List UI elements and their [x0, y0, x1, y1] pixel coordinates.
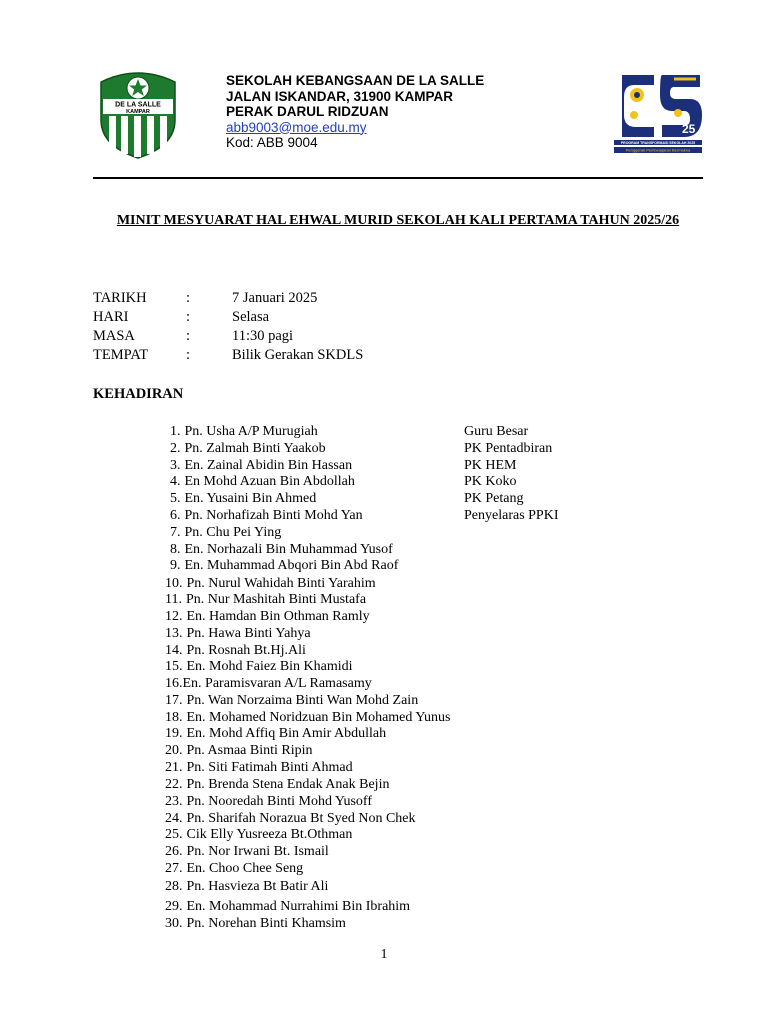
attendee-row — [165, 777, 389, 793]
attendee-number: 7. — [170, 525, 181, 540]
address-line-2: PERAK DARUL RIDZUAN — [226, 104, 389, 119]
attendee-name: Pn. Sharifah Norazua Bt Syed Non Chek — [186, 811, 416, 826]
attendee-name: Pn. Hasvieza Bt Batir Ali — [186, 879, 329, 894]
attendee-number: 9. — [170, 558, 181, 573]
attendee-number: 18. — [165, 710, 183, 725]
attendee-name: Pn. Chu Pei Ying — [184, 525, 282, 540]
attendee-role: PK Petang — [464, 491, 524, 506]
attendee-row — [170, 458, 352, 474]
attendee-name: En. Hamdan Bin Othman Ramly — [186, 609, 370, 624]
meta-separator: : — [186, 290, 191, 306]
attendee-name: Pn. Nor Irwani Bt. Ismail — [186, 844, 329, 859]
attendee-row — [165, 861, 303, 877]
meta-value: Bilik Gerakan SKDLS — [232, 347, 364, 363]
meta-separator: : — [186, 347, 191, 363]
attendee-row — [170, 491, 316, 507]
attendee-number: 26. — [165, 844, 183, 859]
attendee-row — [165, 592, 366, 608]
attendee-number: 17. — [165, 693, 183, 708]
attendee-row — [170, 508, 363, 524]
attendee-number: 5. — [170, 491, 181, 506]
attendee-row — [170, 542, 393, 558]
attendee-row — [165, 794, 372, 810]
attendee-name: Pn. Usha A/P Murugiah — [184, 424, 318, 439]
attendee-number: 21. — [165, 760, 183, 775]
attendee-name: Pn. Nur Mashitah Binti Mustafa — [185, 592, 367, 607]
attendee-number: 19. — [165, 726, 183, 741]
attendee-number: 28. — [165, 879, 183, 894]
attendee-number: 30. — [165, 916, 183, 931]
attendee-row — [170, 424, 318, 440]
attendee-row — [170, 441, 326, 457]
address-line-1: JALAN ISKANDAR, 31900 KAMPAR — [226, 88, 454, 104]
attendee-number: 25. — [165, 827, 183, 842]
attendee-row — [165, 626, 311, 642]
attendee-name: Pn. Brenda Stena Endak Anak Bejin — [186, 777, 390, 792]
attendee-name: En. Mohd Faiez Bin Khamidi — [186, 659, 353, 674]
attendee-number: 29. — [165, 899, 183, 914]
attendee-row — [165, 811, 416, 827]
attendee-name: En. Paramisvaran A/L Ramasamy — [182, 676, 372, 691]
meta-label: MASA — [93, 328, 135, 344]
attendee-name: Pn. Rosnah Bt.Hj.Ali — [186, 643, 306, 658]
school-code: Kod: ABB 9004 — [226, 135, 318, 150]
attendee-name: En. Muhammad Abqori Bin Abd Raof — [184, 558, 399, 573]
attendee-number: 27. — [165, 861, 183, 876]
attendee-row — [165, 879, 328, 895]
attendee-number: 11. — [165, 592, 182, 607]
attendee-row — [165, 643, 306, 659]
attendee-name: Cik Elly Yusreeza Bt.Othman — [186, 827, 353, 842]
attendee-name: En. Mohamed Noridzuan Bin Mohamed Yunus — [186, 710, 451, 725]
attendee-role: Penyelaras PPKI — [464, 508, 559, 523]
attendee-name: Pn. Nurul Wahidah Binti Yarahim — [186, 576, 376, 591]
attendee-row — [165, 827, 352, 843]
attendee-name: En. Choo Chee Seng — [186, 861, 304, 876]
attendee-row — [165, 844, 329, 860]
attendee-row — [165, 743, 313, 759]
attendee-role: Guru Besar — [464, 424, 529, 439]
attendee-number: 23. — [165, 794, 183, 809]
meta-value: Selasa — [232, 309, 270, 325]
attendee-row — [165, 760, 353, 776]
attendee-role: PK HEM — [464, 458, 517, 473]
attendee-row — [170, 474, 355, 490]
attendee-number: 16. — [165, 676, 183, 691]
attendee-number: 8. — [170, 542, 181, 557]
attendee-row — [165, 609, 370, 625]
attendee-number: 15. — [165, 659, 183, 674]
attendee-name: En Mohd Azuan Bin Abdollah — [184, 474, 355, 489]
meta-value: 7 Januari 2025 — [232, 290, 318, 306]
attendee-row — [165, 576, 376, 592]
attendee-name: Pn. Norhafizah Binti Mohd Yan — [184, 508, 363, 523]
attendee-number: 12. — [165, 609, 183, 624]
attendee-row — [165, 693, 418, 709]
attendee-role: PK Koko — [464, 474, 517, 489]
crest-text-bottom: KAMPAR — [126, 109, 150, 115]
attendee-number: 20. — [165, 743, 183, 758]
logo-caption-1: PROGRAM TRANSFORMASI SEKOLAH 2025 — [620, 141, 696, 145]
meta-label: TARIKH — [93, 290, 147, 306]
logo-number: 25 — [682, 122, 696, 136]
attendee-name: Pn. Asmaa Binti Ripin — [186, 743, 313, 758]
school-name: SEKOLAH KEBANGSAAN DE LA SALLE — [226, 73, 485, 88]
attendee-name: En. Mohd Affiq Bin Amir Abdullah — [186, 726, 387, 741]
attendee-name: Pn. Norehan Binti Khamsim — [186, 916, 346, 931]
document-title: MINIT MESYUARAT HAL EHWAL MURID SEKOLAH KALI PERTAMA TAHUN 2025/26 — [116, 213, 680, 228]
attendee-number: 24. — [165, 811, 183, 826]
attendee-number: 13. — [165, 626, 183, 641]
attendee-number: 3. — [170, 458, 181, 473]
attendee-row — [165, 710, 450, 726]
crest-text-top: DE LA SALLE — [115, 101, 161, 109]
attendee-row — [165, 916, 346, 932]
attendee-number: 22. — [165, 777, 183, 792]
attendee-row — [170, 525, 281, 541]
meta-separator: : — [186, 309, 191, 325]
attendee-name: En. Yusaini Bin Ahmed — [184, 491, 317, 506]
attendee-number: 14. — [165, 643, 183, 658]
attendee-row — [165, 676, 372, 692]
attendee-role: PK Pentadbiran — [464, 441, 553, 456]
attendee-name: Pn. Zalmah Binti Yaakob — [184, 441, 326, 456]
attendance-heading: KEHADIRAN — [93, 386, 184, 402]
attendee-name: Pn. Nooredah Binti Mohd Yusoff — [186, 794, 372, 809]
attendee-row — [165, 899, 410, 915]
page-number: 1 — [380, 947, 388, 962]
attendee-number: 1. — [170, 424, 181, 439]
attendee-name: En. Mohammad Nurrahimi Bin Ibrahim — [186, 899, 411, 914]
attendee-name: Pn. Wan Norzaima Binti Wan Mohd Zain — [186, 693, 419, 708]
attendee-number: 2. — [170, 441, 181, 456]
attendee-number: 4. — [170, 474, 181, 489]
email-link[interactable]: abb9003@moe.edu.my — [226, 119, 367, 135]
meta-label: TEMPAT — [93, 347, 149, 363]
attendee-number: 10. — [165, 576, 183, 591]
attendee-row — [165, 726, 386, 742]
logo-caption-2: Penggerak Pembelajaran Bermakna — [625, 147, 691, 153]
meta-value: 11:30 pagi — [232, 328, 294, 344]
attendee-name: Pn. Hawa Binti Yahya — [186, 626, 311, 641]
attendee-row — [165, 659, 353, 675]
meta-separator: : — [186, 328, 191, 344]
attendee-name: Pn. Siti Fatimah Binti Ahmad — [186, 760, 353, 775]
attendee-name: En. Zainal Abidin Bin Hassan — [184, 458, 353, 473]
meta-label: HARI — [93, 309, 129, 325]
attendee-number: 6. — [170, 508, 181, 523]
attendee-row — [170, 558, 398, 574]
attendee-name: En. Norhazali Bin Muhammad Yusof — [184, 542, 393, 557]
